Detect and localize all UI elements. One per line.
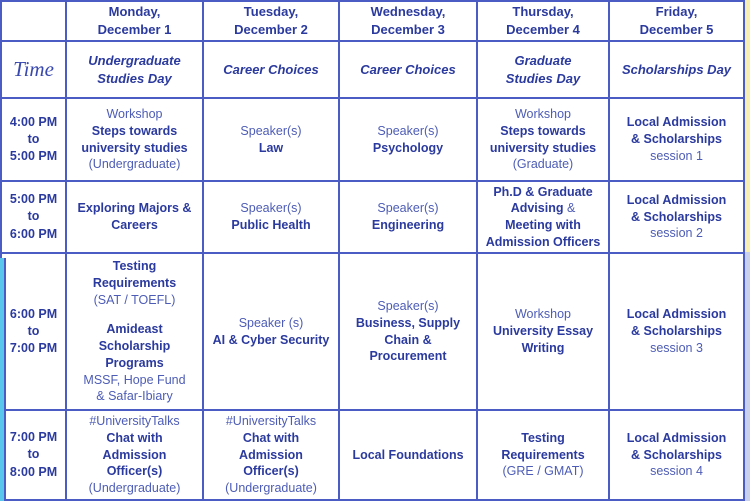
text-segment: university studies [81, 140, 188, 155]
text-line [377, 298, 438, 315]
cell-monday-5pm-6pm [67, 182, 202, 252]
text-line: Scholarships Day [621, 61, 732, 77]
right-edge-decorative-strip-bottom [745, 252, 750, 501]
text-line: Undergraduate [88, 52, 181, 68]
text-line [106, 430, 162, 447]
text-line [356, 315, 460, 332]
text-line [502, 463, 583, 480]
text-line [103, 447, 167, 464]
text-segment: AI & Cyber Security [212, 332, 330, 347]
cell-wednesday-5pm-6pm [340, 182, 476, 252]
text-line [513, 156, 573, 173]
text-segment: session 3 [650, 340, 703, 355]
text-segment: Workshop [514, 307, 572, 322]
text-segment: & Scholarships [631, 209, 722, 224]
text-line [89, 480, 181, 497]
text-line: December 2 [234, 22, 308, 37]
text-line [522, 340, 565, 357]
text-line: Wednesday, [370, 4, 446, 20]
text-line: Studies Day [505, 70, 581, 86]
text-segment: Chat with [242, 430, 300, 445]
time-slot-7pm-8pm [2, 411, 65, 499]
text-line [650, 340, 703, 357]
text-segment: Admission Officers [485, 234, 601, 249]
text-segment: Amideast [106, 322, 163, 337]
text-segment: Local Admission [626, 115, 727, 130]
text-segment: & Safar-Ibiary [96, 389, 173, 404]
text-line [240, 123, 301, 140]
text-segment: Requirements [92, 275, 177, 290]
text-segment: Testing [112, 259, 157, 273]
text-segment: Speaker (s) [238, 315, 304, 330]
text-line [96, 388, 172, 405]
text-line [627, 306, 727, 323]
cell-friday-7pm-8pm [610, 411, 743, 499]
day-header-wednesday [340, 2, 476, 40]
day-header-tuesday [204, 2, 338, 40]
text-segment: Exploring Majors & [77, 201, 192, 216]
cell-tuesday-4pm-5pm [204, 99, 338, 180]
text-line [493, 184, 592, 201]
cell-wednesday-6pm-7pm [340, 254, 476, 409]
text-line [515, 106, 571, 123]
cell-friday-4pm-5pm [610, 99, 743, 180]
text-segment: Speaker(s) [377, 299, 439, 313]
text-segment: Scholarship [98, 339, 171, 353]
left-edge-decorative-strip [0, 258, 6, 501]
text-line [631, 447, 722, 464]
text-line [369, 348, 446, 365]
text-line [631, 131, 722, 148]
text-line: December 1 [97, 22, 172, 37]
day-theme-monday [67, 42, 202, 97]
text-line: 6:00 PM [9, 226, 58, 241]
cell-tuesday-5pm-6pm [204, 182, 338, 252]
text-line [259, 140, 283, 157]
text-line [99, 338, 171, 355]
day-header-friday [610, 2, 743, 40]
text-line [226, 413, 316, 430]
text-segment: & Scholarships [631, 132, 722, 147]
text-segment: & Scholarships [631, 324, 722, 339]
text-line: Studies Day [97, 70, 172, 86]
text-line [650, 148, 703, 165]
cell-thursday-7pm-8pm [478, 411, 608, 499]
text-line: 5:00 PM [9, 192, 58, 207]
text-segment: session 4 [650, 464, 703, 479]
text-segment: (Undergraduate) [225, 481, 317, 496]
text-segment: Chain & [384, 332, 432, 347]
text-segment: Psychology [372, 140, 444, 155]
time-slot-5pm-6pm [2, 182, 65, 252]
text-segment: Speaker(s) [240, 123, 302, 138]
text-line [89, 413, 179, 430]
text-segment: Officer(s) [243, 464, 299, 479]
text-line [377, 200, 438, 217]
text-line [92, 123, 177, 140]
text-line: Graduate [514, 52, 572, 68]
day-theme-friday [610, 42, 743, 97]
day-theme-wednesday [340, 42, 476, 97]
text-line [631, 323, 722, 340]
text-segment: Law [258, 140, 284, 155]
text-segment: Speaker(s) [377, 123, 439, 138]
cell-wednesday-4pm-5pm [340, 99, 476, 180]
text-segment: Business, Supply [355, 315, 461, 330]
text-segment: Advising [510, 201, 567, 216]
text-line [231, 217, 310, 234]
time-slot-4pm-5pm [2, 99, 65, 180]
text-segment: & [566, 201, 576, 216]
text-line [373, 140, 443, 157]
day-theme-tuesday [204, 42, 338, 97]
text-line: December 5 [639, 22, 714, 37]
text-line [78, 200, 192, 217]
text-line [500, 123, 585, 140]
cell-wednesday-7pm-8pm [340, 411, 476, 499]
text-segment: MSSF, Hope Fund [83, 372, 186, 387]
text-line: Tuesday, [243, 4, 299, 20]
text-segment: Testing [521, 430, 565, 445]
text-segment: Steps towards [500, 123, 586, 138]
text-line [505, 217, 581, 234]
text-segment: university studies [489, 140, 597, 155]
text-segment: Chat with [106, 430, 163, 445]
text-line [81, 140, 187, 157]
text-line [94, 292, 176, 309]
text-line [521, 430, 565, 447]
text-line [93, 275, 176, 292]
text-line [377, 123, 438, 140]
cell-monday-4pm-5pm [67, 99, 202, 180]
text-segment: Local Admission [626, 192, 727, 207]
text-line [243, 430, 299, 447]
cell-friday-6pm-7pm [610, 254, 743, 409]
text-line [627, 192, 727, 209]
text-line [213, 332, 330, 349]
text-line [490, 140, 596, 157]
cell-tuesday-6pm-7pm [204, 254, 338, 409]
text-line [372, 217, 444, 234]
corner-cell [2, 2, 65, 40]
text-segment: session 1 [650, 148, 703, 163]
text-line [493, 323, 593, 340]
text-line: to [27, 323, 40, 338]
text-line: Friday, [655, 4, 698, 20]
text-segment: Steps towards [91, 123, 178, 138]
text-segment: University Essay [492, 324, 594, 339]
text-line [631, 209, 722, 226]
text-line [105, 355, 163, 372]
cell-monday-7pm-8pm [67, 411, 202, 499]
text-segment: Writing [521, 340, 565, 355]
text-segment: Local Admission [626, 430, 727, 445]
text-line: Career Choices [223, 61, 319, 77]
time-header [2, 42, 65, 97]
text-segment: Procurement [369, 349, 447, 364]
text-line [352, 447, 463, 464]
text-segment: Local Admission [626, 307, 727, 322]
text-segment: Requirements [501, 447, 585, 462]
cell-thursday-5pm-6pm [478, 182, 608, 252]
text-line [106, 321, 162, 338]
text-segment: (SAT / TOEFL) [93, 292, 176, 307]
text-segment: (GRE / GMAT) [502, 464, 584, 479]
text-line [650, 225, 703, 242]
cell-monday-6pm-7pm [67, 254, 202, 409]
text-line: 4:00 PM [9, 114, 58, 129]
text-line [83, 372, 185, 389]
text-segment: Engineering [371, 218, 445, 232]
text-segment: Admission [102, 447, 167, 462]
text-line: to [27, 447, 40, 462]
text-segment: Officer(s) [106, 464, 163, 479]
text-segment: #UniversityTalks [225, 414, 317, 429]
text-line [111, 217, 158, 234]
day-header-thursday [478, 2, 608, 40]
text-line [627, 114, 727, 131]
text-line: Thursday, [512, 4, 574, 20]
right-edge-decorative-strip-top [745, 0, 750, 252]
text-line: 7:00 PM [9, 430, 58, 445]
text-line [511, 200, 576, 217]
text-line: to [27, 131, 40, 146]
text-line [243, 463, 299, 480]
cell-thursday-4pm-5pm [478, 99, 608, 180]
text-segment: session 2 [650, 226, 703, 241]
text-line: December 3 [371, 22, 445, 37]
text-line [239, 447, 303, 464]
text-line: 7:00 PM [9, 341, 58, 356]
text-line: December 4 [506, 22, 580, 37]
time-slot-6pm-7pm [2, 254, 65, 409]
text-line [501, 447, 584, 464]
text-line [106, 106, 162, 123]
time-header-label: Time [13, 57, 54, 81]
text-segment: (Undergraduate) [88, 481, 181, 496]
text-line [113, 258, 157, 275]
text-line: 6:00 PM [9, 306, 58, 321]
text-segment: Careers [111, 218, 158, 232]
text-segment: Speaker(s) [377, 201, 439, 216]
text-segment: Workshop [106, 107, 163, 121]
text-segment: #UniversityTalks [89, 414, 180, 429]
day-header-monday [67, 2, 202, 40]
text-line [240, 200, 301, 217]
text-line [225, 480, 317, 497]
text-segment: (Undergraduate) [88, 157, 181, 172]
text-line [650, 463, 703, 480]
text-segment: Admission [239, 447, 303, 462]
text-segment: Programs [105, 355, 164, 370]
text-line [627, 430, 727, 447]
text-segment: Workshop [514, 107, 572, 121]
text-segment: Local Foundations [352, 447, 464, 462]
text-line [515, 306, 571, 323]
text-line: 8:00 PM [9, 464, 58, 479]
day-theme-thursday [478, 42, 608, 97]
text-line [486, 234, 601, 251]
cell-tuesday-7pm-8pm [204, 411, 338, 499]
text-line: Monday, [108, 4, 161, 20]
text-segment: & Scholarships [631, 447, 722, 462]
text-line: to [27, 209, 40, 224]
text-segment: Speaker(s) [240, 201, 302, 216]
text-segment: Public Health [231, 218, 311, 232]
text-segment: Meeting with [505, 218, 581, 232]
text-line [107, 463, 163, 480]
text-line: Career Choices [360, 61, 456, 77]
cell-friday-5pm-6pm [610, 182, 743, 252]
text-line [384, 332, 431, 349]
cell-thursday-6pm-7pm [478, 254, 608, 409]
text-line: 5:00 PM [9, 149, 58, 164]
text-line [239, 315, 304, 332]
text-line [89, 156, 181, 173]
text-segment: (Graduate) [512, 157, 574, 172]
text-segment: Ph.D & Graduate [493, 184, 593, 199]
